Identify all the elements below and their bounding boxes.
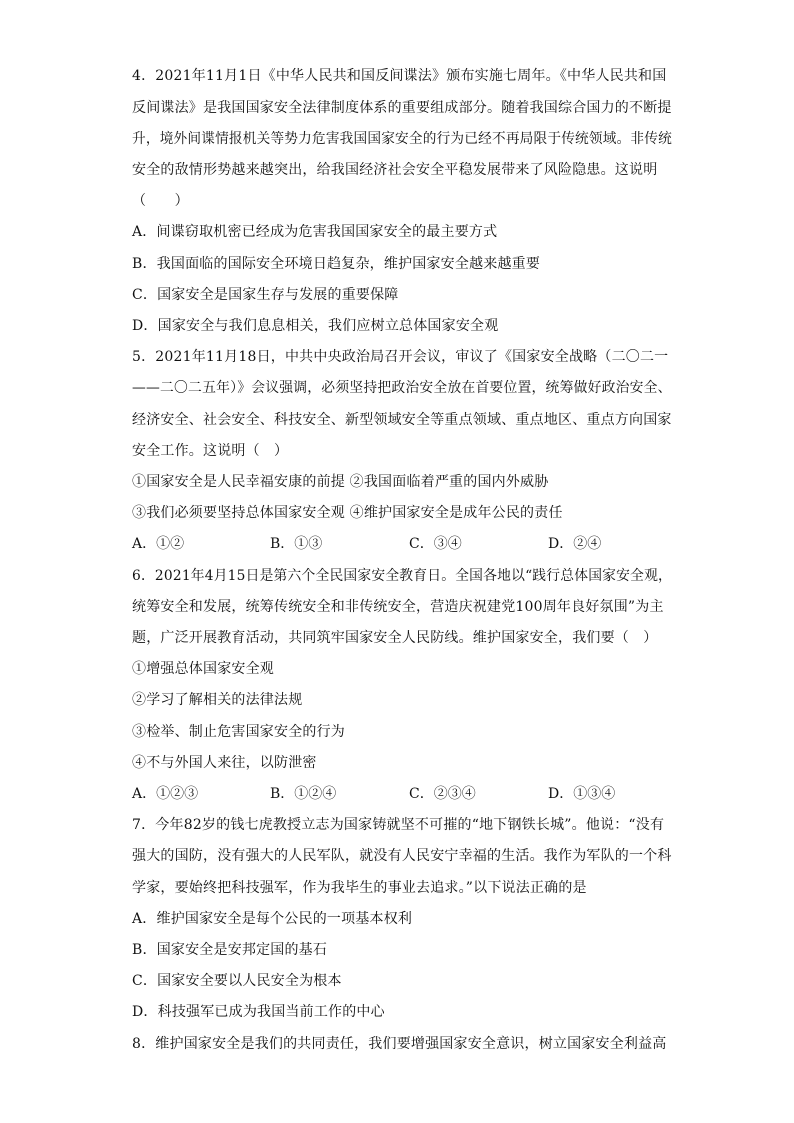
- q4-option-d: D．国家安全与我们息息相关，我们应树立总体国家安全观: [132, 318, 499, 334]
- q5-statements-line-1: ①国家安全是人民幸福安康的前提 ②我国面临着严重的国内外威胁: [132, 474, 549, 490]
- q6-option-c: C．②③④: [409, 786, 476, 802]
- q7-stem-line-2: 强大的国防，没有强大的人民军队，就没有人民安宁幸福的生活。我作为军队的一个科: [132, 848, 672, 864]
- q5-option-a: A．①②: [132, 536, 185, 552]
- q5-option-c: C．③④: [409, 536, 462, 552]
- q4-stem-line-3: 升，境外间谍情报机关等势力危害我国国家安全的行为已经不再局限于传统领域。非传统: [132, 131, 672, 147]
- q6-statement-1: ①增强总体国家安全观: [132, 661, 274, 677]
- q8-stem-line-1: 8．维护国家安全是我们的共同责任，我们要增强国家安全意识，树立国家安全利益高: [132, 1036, 667, 1052]
- q4-option-a: A．间谍窃取机密已经成为危害我国国家安全的最主要方式: [132, 224, 498, 240]
- q5-options-row: [132, 534, 672, 554]
- q6-option-d: D．①③④: [548, 786, 616, 802]
- q7-option-a: A．维护国家安全是每个公民的一项基本权利: [132, 911, 413, 927]
- q5-stem-line-4: 安全工作。这说明（ ）: [132, 443, 289, 459]
- q6-option-b: B．①②④: [270, 786, 337, 802]
- q6-statement-3: ③检举、制止危害国家安全的行为: [132, 724, 345, 740]
- q6-statement-2: ②学习了解相关的法律法规: [132, 692, 303, 708]
- q5-statements-line-2: ③我们必须要坚持总体国家安全观 ④维护国家安全是成年公民的责任: [132, 505, 563, 521]
- q6-stem-line-3: 题，广泛开展教育活动，共同筑牢国家安全人民防线。维护国家安全，我们要（ ）: [132, 630, 658, 646]
- q4-option-b: B．我国面临的国际安全环境日趋复杂，维护国家安全越来越重要: [132, 256, 541, 272]
- q7-option-c: C．国家安全要以人民安全为根本: [132, 973, 342, 989]
- q4-stem-line-2: 反间谍法》是我国国家安全法律制度体系的重要组成部分。随着我国综合国力的不断提: [132, 100, 672, 116]
- q5-stem-line-3: 经济安全、社会安全、科技安全、新型领域安全等重点领域、重点地区、重点方向国家: [132, 412, 672, 428]
- q5-option-b: B．①③: [270, 536, 323, 552]
- q7-stem-line-1: 7．今年82岁的钱七虎教授立志为国家铸就坚不可摧的“地下钢铁长城”。他说：“没有: [132, 817, 665, 833]
- q4-answer-blank: （ ）: [132, 193, 189, 209]
- q7-option-b: B．国家安全是安邦定国的基石: [132, 942, 328, 958]
- q5-stem-line-1: 5．2021年11月18日，中共中央政治局召开会议，审议了《国家安全战略（二〇二一: [132, 349, 669, 365]
- q5-option-d: D．②④: [548, 536, 602, 552]
- q4-stem-line-1: 4．2021年11月1日《中华人民共和国反间谍法》颁布实施七周年。《中华人民共和国: [132, 68, 667, 84]
- q6-option-a: A．①②③: [132, 786, 199, 802]
- q7-stem-line-3: 学家，要始终把科技强军，作为我毕生的事业去追求。”以下说法正确的是: [132, 880, 587, 896]
- q5-stem-line-2: ——二〇二五年）》会议强调，必须坚持把政治安全放在首要位置，统筹做好政治安全、: [132, 380, 672, 396]
- q6-options-row: [132, 784, 672, 804]
- q6-statement-4: ④不与外国人来往，以防泄密: [132, 755, 317, 771]
- q6-stem-line-2: 统筹安全和发展，统筹传统安全和非传统安全，营造庆祝建党100周年良好氛围”为主: [132, 599, 664, 615]
- q4-stem-line-4: 安全的敌情形势越来越突出，给我国经济社会安全平稳发展带来了风险隐患。这说明: [132, 162, 658, 178]
- q4-option-c: C．国家安全是国家生存与发展的重要保障: [132, 287, 399, 303]
- q6-stem-line-1: 6．2021年4月15日是第六个全民国家安全教育日。全国各地以“践行总体国家安全观，: [132, 568, 673, 584]
- q7-option-d: D．科技强军已成为我国当前工作的中心: [132, 1004, 385, 1020]
